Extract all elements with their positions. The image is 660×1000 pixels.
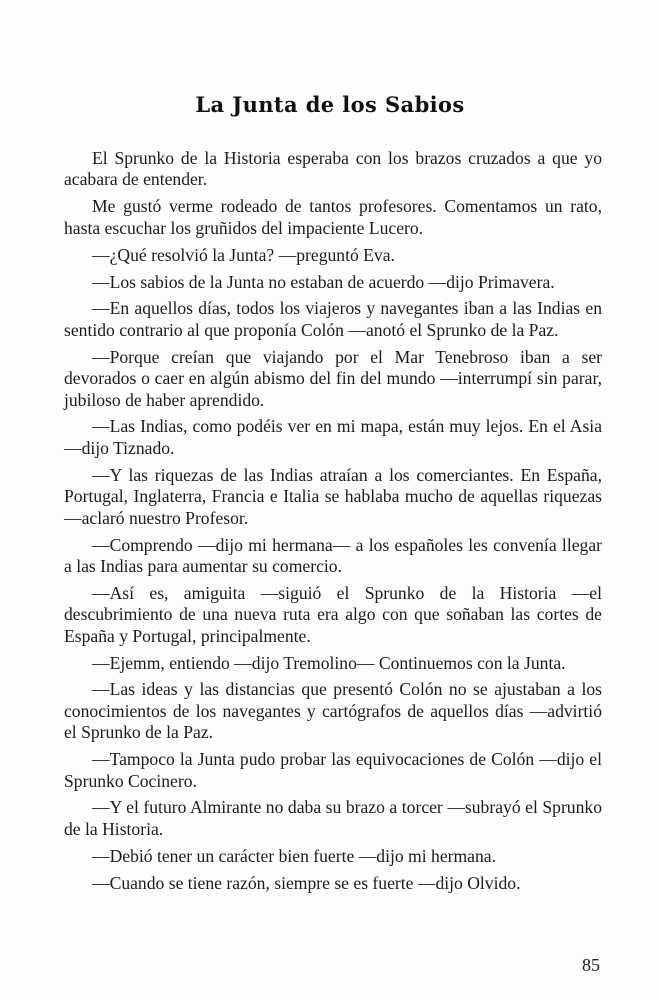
paragraph-2: Me gustó verme rodeado de tantos profesores. Comentamos un rato, hasta escuchar los gruñidos del impaciente Lucero. xyxy=(64,196,602,238)
paragraph-5: —En aquellos días, todos los viajeros y navegantes iban a las Indias en sentido contrario al que proponía Colón —anotó el Sprunko de la Paz. xyxy=(64,298,602,340)
paragraph-14: —Y el futuro Almirante no daba su brazo a torcer —subrayó el Sprunko de la Historia. xyxy=(64,797,602,839)
page-number: 85 xyxy=(582,955,600,975)
paragraph-3: —¿Qué resolvió la Junta? —preguntó Eva. xyxy=(92,244,395,265)
paragraph-10: —Así es, amiguita —siguió el Sprunko de la Historia —el descubrimiento de una nueva ruta era algo con que soñaban las cortes de España y Portugal, principalmente. xyxy=(64,582,602,646)
paragraph-12: —Las ideas y las distancias que presentó Colón no se ajustaban a los conocimientos de los navegantes y cartógrafos de aquellos días —advirtió el Sprunko de la Paz. xyxy=(64,679,602,743)
paragraph-16: —Cuando se tiene razón, siempre se es fuerte —dijo Olvido. xyxy=(92,872,521,893)
paragraph-7: —Las Indias, como podéis ver en mi mapa, están muy lejos. En el Asia —dijo Tiznado. xyxy=(64,416,602,458)
paragraph-6: —Porque creían que viajando por el Mar Tenebroso iban a ser devorados o caer en algún abismo del fin del mundo —interrumpí sin parar, jubiloso de haber aprendido. xyxy=(64,346,602,410)
paragraph-1: El Sprunko de la Historia esperaba con los brazos cruzados a que yo acabara de entender. xyxy=(64,148,602,190)
paragraph-13: —Tampoco la Junta pudo probar las equivocaciones de Colón —dijo el Sprunko Cocinero. xyxy=(64,749,602,791)
paragraph-11: —Ejemm, entiendo —dijo Tremolino— Continuemos con la Junta. xyxy=(92,652,566,673)
paragraph-15: —Debió tener un carácter bien fuerte —dijo mi hermana. xyxy=(92,845,496,866)
body-text xyxy=(64,148,602,900)
chapter-title: La Junta de los Sabios xyxy=(195,92,465,117)
paragraph-4: —Los sabios de la Junta no estaban de acuerdo —dijo Primavera. xyxy=(92,271,555,292)
paragraph-9: —Comprendo —dijo mi hermana— a los españoles les convenía llegar a las Indias para aumentar su comercio. xyxy=(64,534,602,576)
paragraph-8: —Y las riquezas de las Indias atraían a los comerciantes. En España, Portugal, Inglaterra, Francia e Italia se hablaba mucho de aquellas riquezas —aclaró nuestro Profesor. xyxy=(64,464,602,528)
